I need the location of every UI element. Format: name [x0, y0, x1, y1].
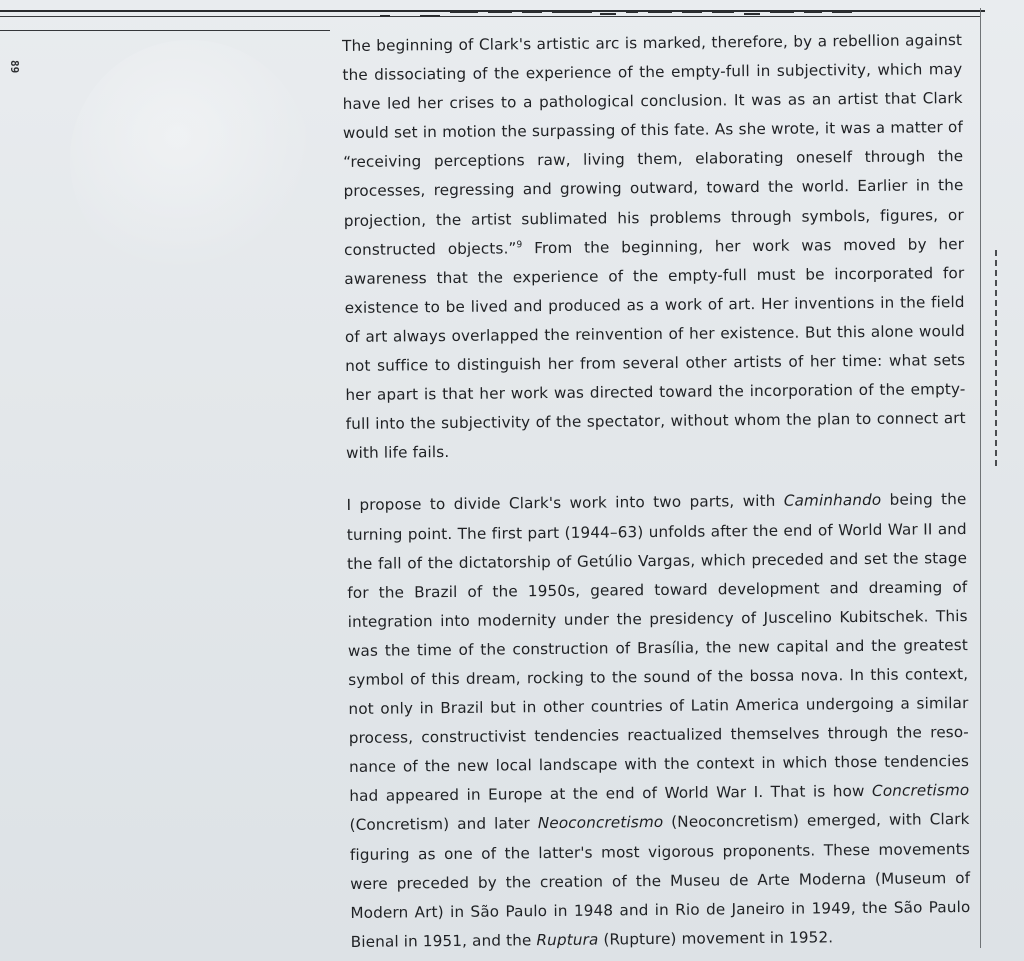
binding-edge — [995, 250, 997, 470]
paragraph-2-text-1: I propose to divide Clark's work into two parts, with — [346, 492, 784, 515]
italic-neoconcretismo: Neoconcretismo — [537, 813, 664, 833]
italic-ruptura: Ruptura — [536, 930, 599, 949]
top-dashed-rule — [300, 7, 860, 21]
paragraph-1-text-b: From the beginning, her work was moved by her awareness that the experience of the empty-full must be incorporated for existence to be lived and produced as a work of art. Her inventions in the field of art always overlapped the reinvention of her existence. But this alone would not suffice to distinguish her from several other artists of her time: what sets her apart is that her work was directed toward the incorporation of the empty-full into the subjectivity of the spectator, without whom the plan to connect art with life fails. — [344, 234, 966, 463]
left-rule — [0, 30, 330, 31]
paragraph-2-text-3: (Concretism) and later — [349, 814, 538, 835]
footnote-marker: 9 — [516, 239, 523, 250]
italic-concretismo: Concretismo — [871, 781, 970, 801]
paragraph-2 — [346, 485, 970, 956]
paragraph-2-text-4: (Neoconcretism) emerged, with Clark figuring as one of the latter's most vigorous proponents. These movements were preceded by the creation of the Museu de Arte Moderna (Museum of Modern Art) in São Paulo in 1948 and in Rio de Janeiro in 1949, the São Paulo Bienal in 1951, and the — [349, 810, 971, 951]
paragraph-1-text-a: The beginning of Clark's artistic arc is marked, therefore, by a rebellion against the dissociating of the experience of the empty-full in subjectivity, which may have led her crises to a pathological conclusion. It was as an artist that Clark would set in motion the surpassing of this fate. As she wrote, it was a matter of “receiving perceptions raw, living them, elaborating oneself through the processes, regressing and growing outward, toward the world. Earlier in the projection, the artist sublimated his problems through symbols, figures, or constructed objects.” — [342, 31, 964, 259]
page-number: 89 — [8, 60, 21, 74]
paragraph-1 — [342, 26, 966, 468]
italic-caminhando: Caminhando — [783, 491, 882, 511]
paragraph-2-text-5: (Rupture) movement in 1952. — [598, 928, 834, 949]
page-shadow — [70, 40, 310, 280]
page-right-edge — [980, 8, 981, 948]
paragraph-2-text-2: being the turning point. The first part (1944–63) unfolds after the end of World War II and the fall of the dictatorship of Getúlio Vargas, which preceded and set the stage for the Brazil of the 1950s, geared toward development and dreaming of integration into modernity under the presidency of Juscelino Kubitschek. This was the time of the construction of Brasília, the new capital and the greatest symbol of this dream, rocking to the sound of the bossa nova. In this context, not only in Brazil but in other countries of Latin America undergoing a similar process, constructivist tendencies reactualized themselves through the resonance of the new local landscape with the context in which those tendencies had appeared in Europe at the end of World War I. That is how — [346, 490, 970, 806]
body-text — [342, 26, 971, 957]
